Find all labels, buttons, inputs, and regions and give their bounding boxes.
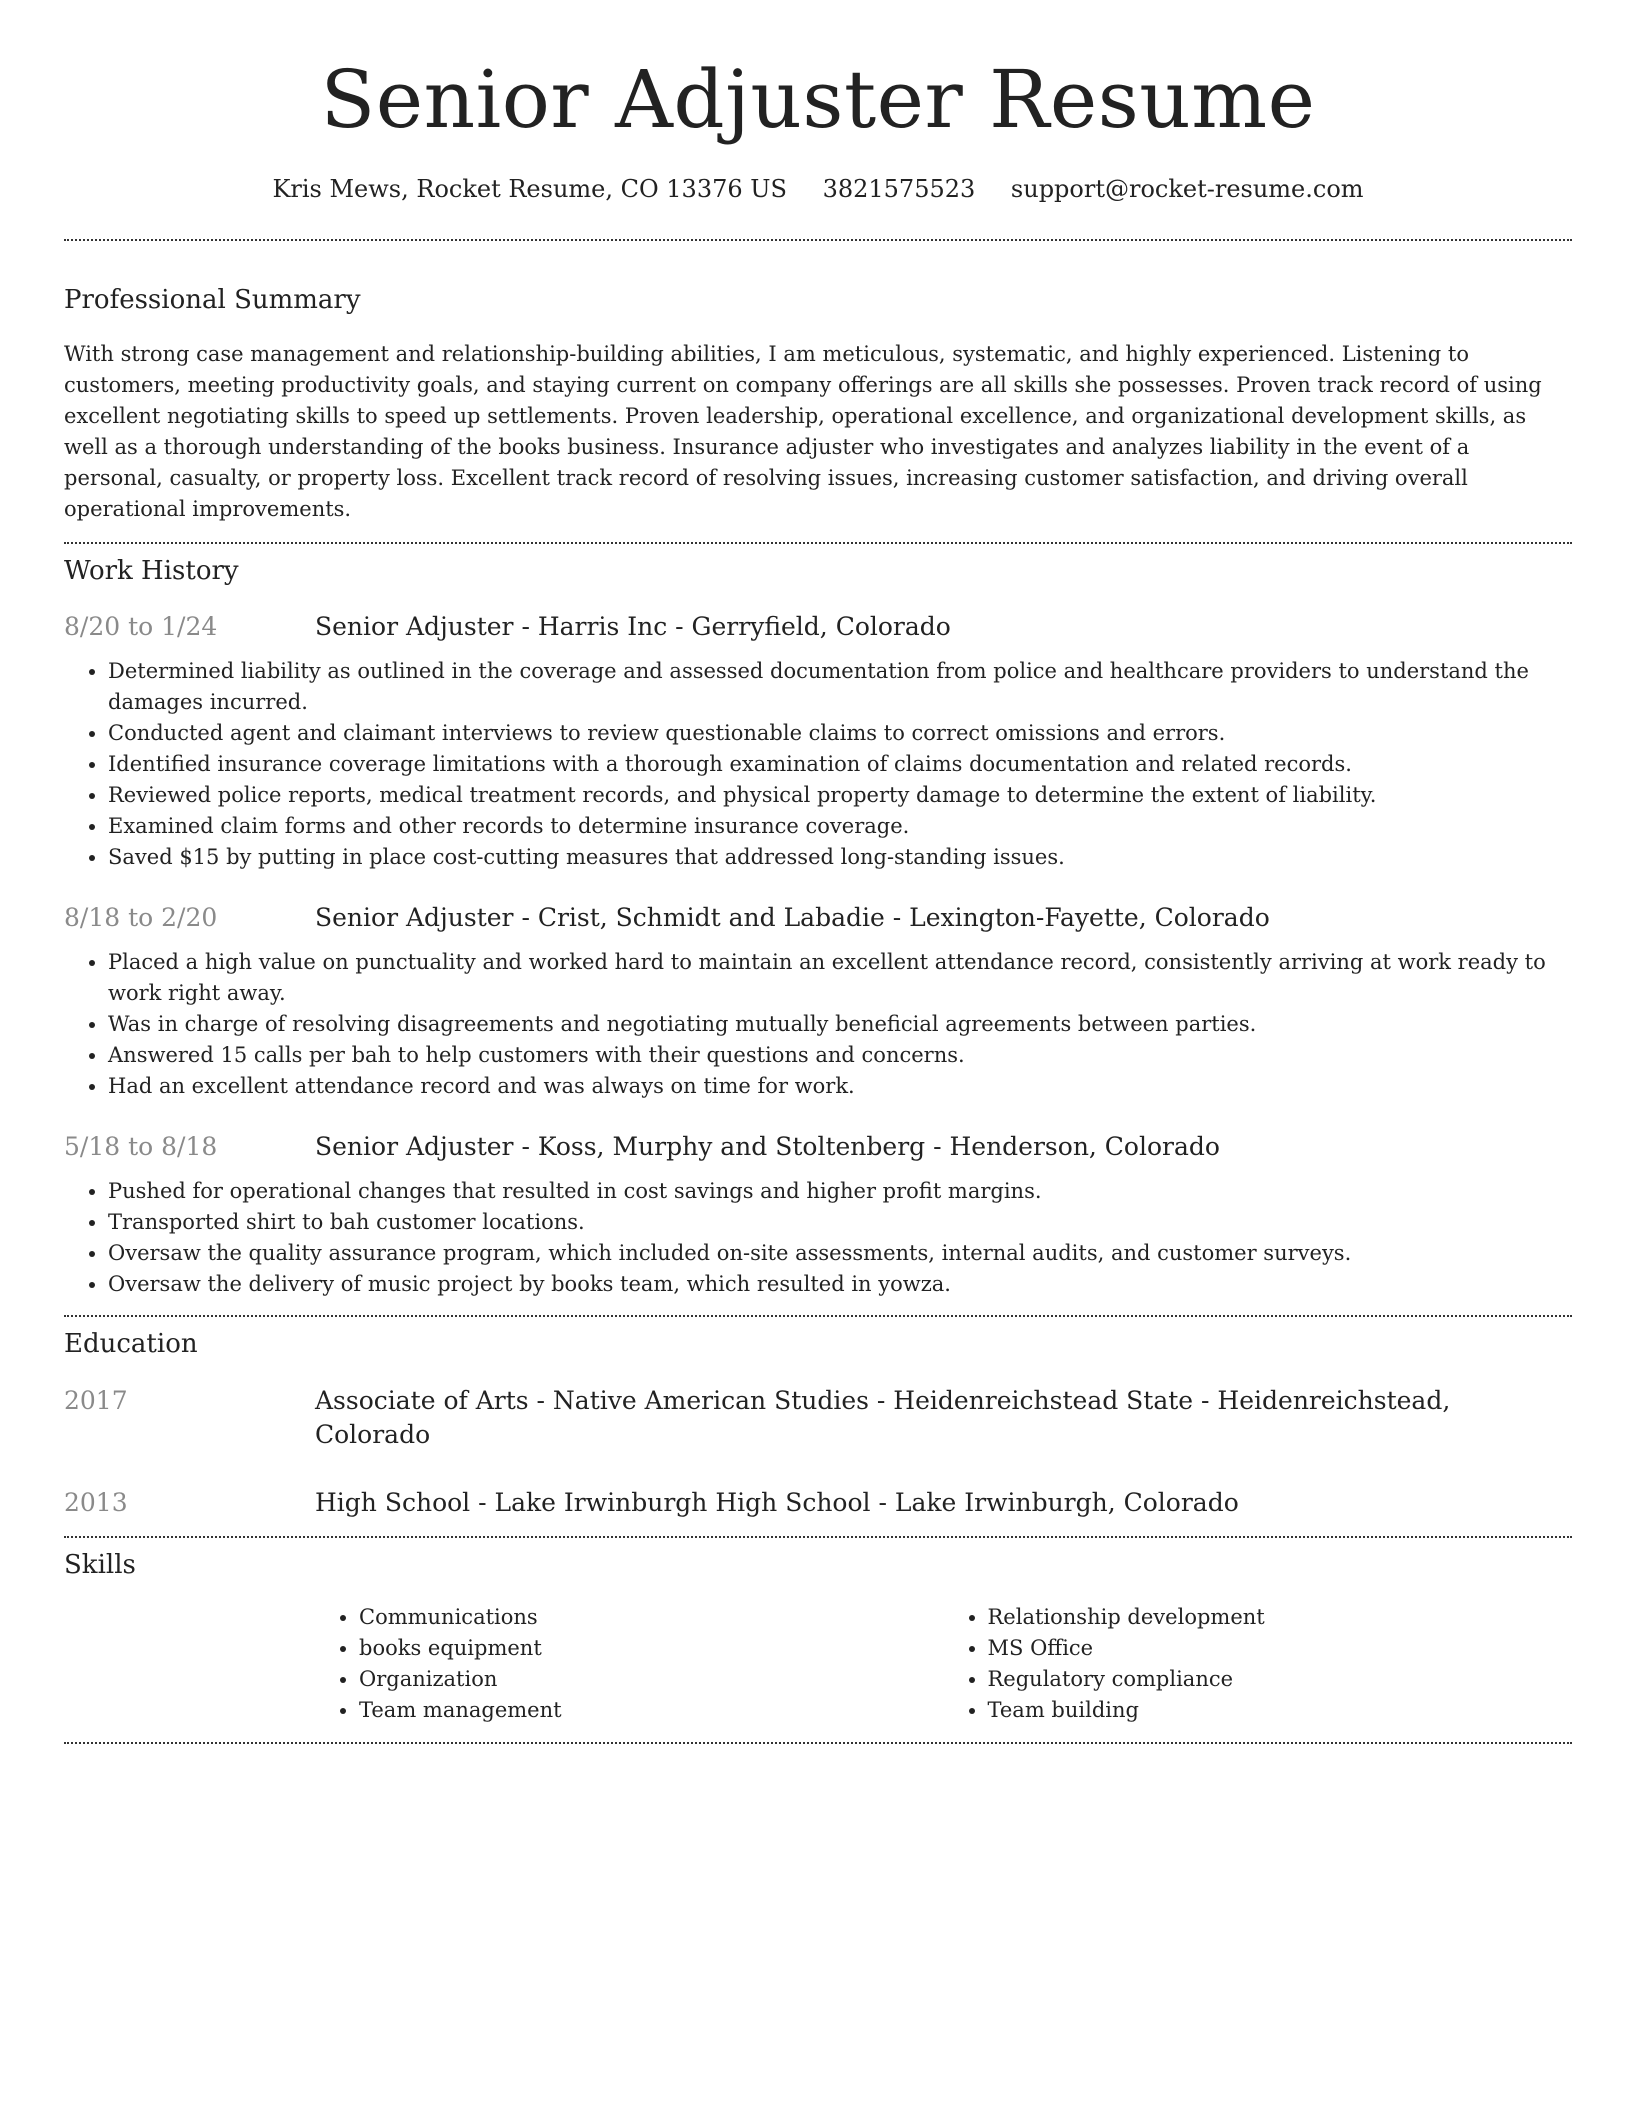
skills-grid	[315, 1602, 1572, 1726]
list-item: • Transported shirt to bah customer locations.	[108, 1207, 1572, 1238]
list-item: • Answered 15 calls per bah to help customers with their questions and concerns.	[108, 1040, 1572, 1071]
list-item: • Regulatory compliance	[988, 1664, 1573, 1695]
list-item: • Communications	[359, 1602, 944, 1633]
list-item: • Organization	[359, 1664, 944, 1695]
list-item: • Examined claim forms and other records to determine insurance coverage.	[108, 811, 1572, 842]
divider	[64, 1742, 1572, 1744]
list-item: • Team management	[359, 1695, 944, 1726]
education-heading: Education	[64, 1329, 198, 1359]
work-history-heading: Work History	[64, 556, 239, 586]
education-text: High School - Lake Irwinburgh High School - Lake Irwinburgh, Colorado	[315, 1488, 1239, 1517]
contact-email: support@rocket-resume.com	[1010, 175, 1364, 203]
list-item: • Was in charge of resolving disagreements and negotiating mutually beneficial agreements between parties.	[108, 1009, 1572, 1040]
list-item: • MS Office	[988, 1633, 1573, 1664]
list-item: • Relationship development	[988, 1602, 1573, 1633]
list-item: • Pushed for operational changes that resulted in cost savings and higher profit margins.	[108, 1176, 1572, 1207]
job-title: Senior Adjuster - Koss, Murphy and Stoltenberg - Henderson, Colorado	[315, 1132, 1220, 1161]
education-year: 2017	[64, 1386, 128, 1415]
job-title: Senior Adjuster - Crist, Schmidt and Labadie - Lexington-Fayette, Colorado	[315, 903, 1270, 932]
contact-address: Kris Mews, Rocket Resume, CO 13376 US	[272, 175, 787, 203]
job-entry	[64, 1130, 1572, 1300]
divider	[64, 1315, 1572, 1317]
contact-phone: 3821575523	[822, 175, 976, 203]
list-item: • Had an excellent attendance record and was always on time for work.	[108, 1071, 1572, 1102]
job-dates: 8/18 to 2/20	[64, 903, 218, 932]
resume-page	[64, 0, 1572, 1744]
contact-line	[64, 172, 1572, 206]
divider	[64, 542, 1572, 544]
list-item: • Team building	[988, 1695, 1573, 1726]
education-text: Associate of Arts - Native American Studies - Heidenreichstead State - Heidenreichstead, Colorado	[315, 1386, 1451, 1449]
list-item: • Saved $15 by putting in place cost-cutting measures that addressed long-standing issues.	[108, 842, 1572, 873]
list-item: • Oversaw the quality assurance program, which included on-site assessments, internal audits, and customer surveys.	[108, 1238, 1572, 1269]
divider	[64, 239, 1572, 241]
skills-list-right	[944, 1602, 1573, 1726]
job-dates: 8/20 to 1/24	[64, 612, 218, 641]
summary-text: With strong case management and relationship-building abilities, I am meticulous, systematic, and highly experienced. Listening to customers, meeting productivity goals, and staying current on company offerings are all skills she possesses. Proven track record of using excellent negotiating skills to speed up settlements. Proven leadership, operational excellence, and organizational development skills, as well as a thorough understanding of the books business. Insurance adjuster who investigates and analyzes liability in the event of a personal, casualty, or property loss. Excellent track record of resolving issues, increasing customer satisfaction, and driving overall operational improvements.	[64, 342, 1542, 521]
list-item: • Reviewed police reports, medical treatment records, and physical property damage to determine the extent of liability.	[108, 780, 1572, 811]
list-item: • Identified insurance coverage limitations with a thorough examination of claims documentation and related records.	[108, 749, 1572, 780]
list-item: • Determined liability as outlined in the coverage and assessed documentation from police and healthcare providers to understand the damages incurred.	[108, 656, 1572, 718]
skills-heading: Skills	[64, 1550, 136, 1580]
job-bullets	[64, 656, 1572, 873]
list-item: • Placed a high value on punctuality and worked hard to maintain an excellent attendance record, consistently arriving at work ready to work right away.	[108, 947, 1572, 1009]
list-item: • Conducted agent and claimant interviews to review questionable claims to correct omissions and errors.	[108, 718, 1572, 749]
list-item: • books equipment	[359, 1633, 944, 1664]
job-bullets	[64, 947, 1572, 1102]
education-entry	[64, 1384, 1572, 1452]
job-entry	[64, 610, 1572, 873]
education-year: 2013	[64, 1488, 128, 1517]
job-title: Senior Adjuster - Harris Inc - Gerryfield, Colorado	[315, 612, 951, 641]
list-item: • Oversaw the delivery of music project by books team, which resulted in yowza.	[108, 1269, 1572, 1300]
summary-heading: Professional Summary	[64, 285, 361, 315]
job-entry	[64, 901, 1572, 1102]
skills-list-left	[315, 1602, 944, 1726]
education-entry	[64, 1486, 1572, 1520]
job-dates: 5/18 to 8/18	[64, 1132, 218, 1161]
resume-title: Senior Adjuster Resume	[320, 53, 1316, 146]
divider	[64, 1536, 1572, 1538]
job-bullets	[64, 1176, 1572, 1300]
